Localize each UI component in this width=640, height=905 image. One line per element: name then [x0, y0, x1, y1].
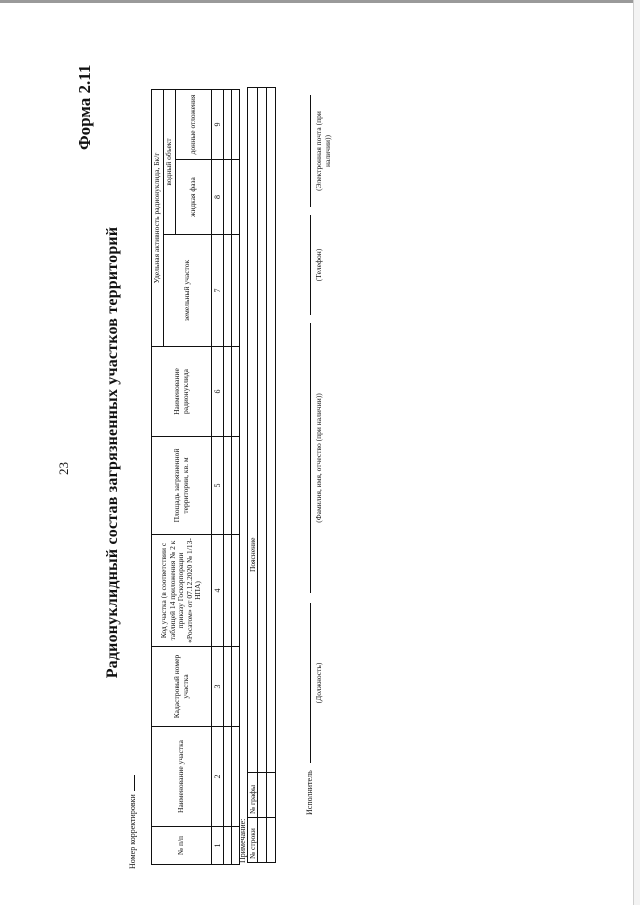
- notes-header-col: № графы: [248, 773, 258, 818]
- col-number: 4: [212, 535, 224, 647]
- col-number: 7: [212, 235, 224, 347]
- page-number: 23: [56, 462, 71, 475]
- table-cell[interactable]: [224, 727, 232, 827]
- fio-line[interactable]: [310, 323, 311, 593]
- fio-caption: (Фамилия, имя, отчество (при наличии)): [314, 393, 323, 523]
- email-line[interactable]: [310, 95, 311, 207]
- executor-label: Исполнитель: [305, 770, 314, 815]
- correction-label: Номер корректировки: [128, 794, 137, 869]
- table-cell[interactable]: [267, 88, 276, 773]
- phone-caption: (Телефон): [314, 248, 323, 282]
- correction-blank: [134, 775, 135, 791]
- table-cell[interactable]: [232, 160, 240, 235]
- col-number: 6: [212, 347, 224, 437]
- table-cell[interactable]: [224, 160, 232, 235]
- col-number: 2: [212, 727, 224, 827]
- header-radionuclide: Наименование радионуклида: [152, 347, 212, 437]
- table-cell[interactable]: [232, 347, 240, 437]
- table-cell[interactable]: [224, 647, 232, 727]
- email-caption: (Электронная почта (при наличии)): [314, 111, 332, 191]
- header-activity: Удельная активность радионуклида, Бк/г: [152, 89, 164, 346]
- header-name: Наименование участка: [152, 727, 212, 827]
- table-cell[interactable]: [224, 347, 232, 437]
- position-caption: (Должность): [314, 662, 323, 704]
- radionuclide-table: [151, 89, 240, 865]
- table-cell[interactable]: [232, 89, 240, 159]
- col-number: 8: [212, 160, 224, 235]
- table-row: [232, 89, 240, 864]
- notes-header-row: № строки: [248, 818, 258, 863]
- table-row: [267, 88, 276, 863]
- table-cell[interactable]: [224, 535, 232, 647]
- table-cell[interactable]: [232, 727, 240, 827]
- col-number: 9: [212, 89, 224, 159]
- notes-table: [247, 87, 276, 863]
- table-cell[interactable]: [232, 437, 240, 535]
- notes-header-explanation: Пояснение: [248, 88, 258, 773]
- document-title: Радионуклидный состав загрязненных участков территорий: [104, 226, 121, 679]
- position-line[interactable]: [310, 603, 311, 763]
- header-cadastre: Кадастровый номер участка: [152, 647, 212, 727]
- header-water: водный объект: [164, 89, 176, 234]
- table-cell[interactable]: [224, 235, 232, 347]
- correction-number: [128, 775, 137, 869]
- table-cell[interactable]: [232, 647, 240, 727]
- phone-line[interactable]: [310, 215, 311, 315]
- header-liquid: жидкая фаза: [176, 160, 212, 235]
- col-number: 1: [212, 827, 224, 865]
- col-number: 5: [212, 437, 224, 535]
- header-land: земельный участок: [164, 235, 212, 347]
- form-label: Форма 2.11: [75, 64, 94, 150]
- table-cell[interactable]: [258, 88, 267, 773]
- notes-title: Примечание:: [238, 818, 247, 863]
- table-cell[interactable]: [224, 437, 232, 535]
- table-cell[interactable]: [232, 535, 240, 647]
- header-code: Код участка (в соответствии с таблицей 14 приложения № 2 к приказу Госкорпорации «Росатом» от 07.12.2020 № 1/13-НПА): [152, 535, 212, 647]
- table-cell[interactable]: [267, 818, 276, 863]
- header-sediment: донные отложения: [176, 89, 212, 159]
- header-num: № п/п: [152, 827, 212, 865]
- header-area: Площадь загрязненной территории, кв. м: [152, 437, 212, 535]
- table-cell[interactable]: [258, 773, 267, 818]
- table-row: [258, 88, 267, 863]
- table-cell[interactable]: [258, 818, 267, 863]
- table-row: [224, 89, 232, 864]
- col-number: 3: [212, 647, 224, 727]
- table-cell[interactable]: [267, 773, 276, 818]
- table-cell[interactable]: [232, 235, 240, 347]
- table-cell[interactable]: [224, 89, 232, 159]
- table-cell[interactable]: [224, 827, 232, 865]
